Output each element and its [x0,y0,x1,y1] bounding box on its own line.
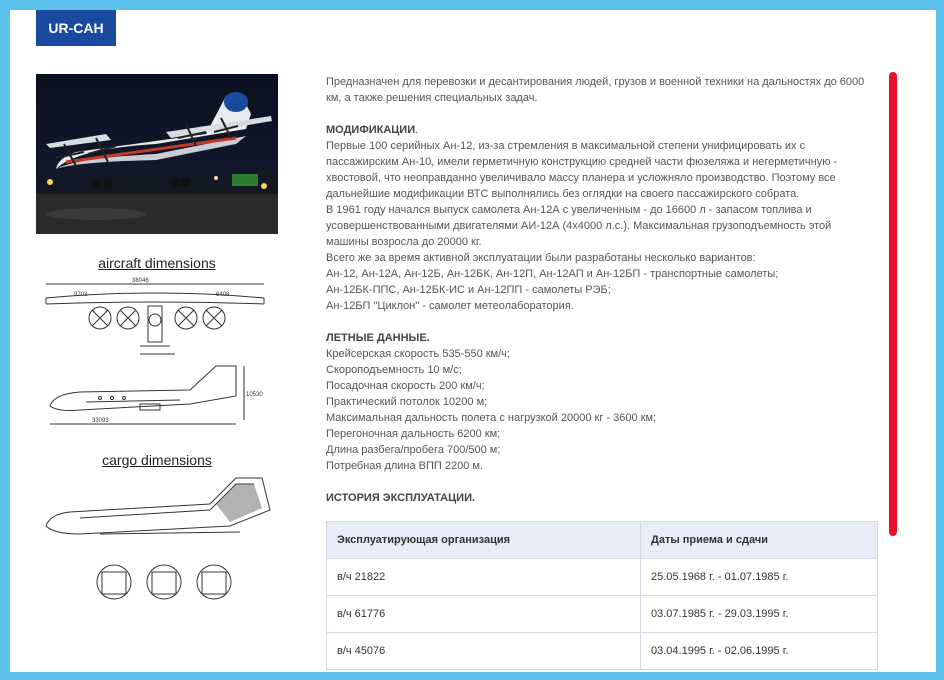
modifications-line: Ан-12, Ан-12А, Ан-12Б, Ан-12БК, Ан-12П, Ан-12АП и Ан-12БП - транспортные самолеты; [326,268,779,280]
aircraft-side-view-drawing [40,360,272,432]
modifications-line: усовершенствованными двигателями АИ-12А (4х4000 л.с.). Максимальная грузоподъемность этой [326,220,832,232]
table-row [327,559,878,596]
modifications-line: Ан-12БК-ППС, Ан-12БК-ИС и Ан-12ПП - самолеты РЭБ; [326,284,611,296]
modifications-line: дальнейшие модификации ВТС выполнялись без оглядки на своего пассажирского собрата. [326,188,800,200]
page-frame [10,10,936,672]
table-cell-dates: 03.07.1985 г. - 29.03.1995 г. [641,596,878,633]
registration-tag: UR-CAH [36,10,116,46]
flight-data-list [326,346,866,474]
modifications-line: Всего же за время активной эксплуатации были разработаны несколько вариантов: [326,252,756,264]
height-label: 10530 [246,392,263,398]
description-content: Предназначен для перевозки и десантирования людей, грузов и военной техники на дальностях до 6000 км, а также решения специальных задач. МОДИФИКАЦИИ. Первые 100 серийных Ан-12, из-за стремления в максимальной степени унифицировать их с пассажирским Ан-10, имели герметичную конструкцию средней части фюзеляжа и негерметичную - хвостовой, что неоправданно увеличивало массу планера и усложняло производство. Поэтому все дальнейшие модификации ВТС выполнялись без оглядки на своего пассажирского собрата. В 1961 году начался выпуск самолета Ан-12А с увеличенным - до 16600 л - запасом топлива и усовершенствованными двигателями АИ-12А (4х4000 л.с.). Максимальная грузоподъемность этой машины возросла до 20000 кг. Всего же за время активной эксплуатации были разработаны несколько вариантов: Ан-12, Ан-12А, Ан-12Б, Ан-12БК, Ан-12П, Ан-12АП и Ан-12БП - транспортные самолеты; Ан-12БК-ППС, Ан-12БК-ИС и Ан-12ПП - самолеты РЭБ; Ан-12БП "Циклон" - самолет метеолаборатория. ЛЕТНЫЕ ДАННЫЕ. Крейсерская скорость 535-550 км/ч; Скороподъемность 10 м/с; Посадочная скорость 200 км/ч; Практический потолок 10200 м; Максимальная дальность полета с нагрузкой 20000 кг - 3600 км; Перегоночная дальность 6200 км; Длина разбега/пробега 700/500 м; Потребная длина ВПП 2200 м. ИСТОРИЯ ЭКСПЛУАТАЦИИ. [326,76,865,504]
flight-data-item: Максимальная дальность полета с нагрузкой 20000 кг - 3600 км; [326,412,657,424]
table-header-row [327,522,878,559]
flight-data-item: Перегоночная дальность 6200 км; [326,428,501,440]
cargo-dimensions-link[interactable]: cargo dimensions [102,452,212,468]
modifications-line: Ан-12БП "Циклон" - самолет метеолаборатория. [326,300,574,312]
modifications-heading: МОДИФИКАЦИИ [326,124,416,136]
table-cell-organization: в/ч 61776 [327,596,641,633]
table-row [327,633,878,670]
flight-data-item: Потребная длина ВПП 2200 м. [326,460,484,472]
intro-text: Предназначен для перевозки и десантирования людей, грузов и военной техники на дальностях до 6000 км, а также решения специальных задач. [326,76,865,104]
modifications-text [326,138,866,314]
flight-data-item: Скороподъемность 10 м/с; [326,364,462,376]
scrollbar[interactable] [889,72,897,536]
flight-data-item: Крейсерская скорость 535-550 км/ч; [326,348,510,360]
operators-table [326,521,878,670]
column-header-dates: Даты приема и сдачи [641,522,878,559]
cargo-side-drawing [40,474,272,552]
modifications-line: пассажирским Ан-10, имели герметичную конструкцию средней части фюзеляжа и негерметичную - [326,156,838,168]
length-label: 33093 [92,418,109,424]
dim-label-b: 6408 [216,292,230,298]
modifications-line: хвостовой, что неоправданно увеличивало массу планера и усложняло производство. Поэтому все [326,172,836,184]
flight-data-item: Посадочная скорость 200 км/ч; [326,380,485,392]
table-cell-organization: в/ч 45076 [327,633,641,670]
flight-data-heading: ЛЕТНЫЕ ДАННЫЕ. [326,332,430,344]
table-cell-dates: 25.05.1968 г. - 01.07.1985 г. [641,559,878,596]
table-cell-organization: в/ч 21822 [327,559,641,596]
table-row [327,596,878,633]
span-label: 38046 [132,278,149,284]
modifications-line: Первые 100 серийных Ан-12, из-за стремления в максимальной степени унифицировать их с [326,140,806,152]
flight-data-item: Практический потолок 10200 м; [326,396,488,408]
cargo-cross-sections-drawing [90,562,240,604]
aircraft-photo [36,74,278,234]
dim-label-a: 9703 [74,292,88,298]
history-heading: ИСТОРИЯ ЭКСПЛУАТАЦИИ. [326,492,476,504]
aircraft-top-view-drawing [40,276,270,360]
aircraft-dimensions-link[interactable]: aircraft dimensions [98,255,216,271]
table-cell-dates: 03.04.1995 г. - 02.06.1995 г. [641,633,878,670]
column-header-organization: Эксплуатирующая организация [327,522,641,559]
modifications-line: В 1961 году начался выпуск самолета Ан-12А с увеличенным - до 16600 л - запасом топлива и [326,204,812,216]
modifications-line: машины возросла до 20000 кг. [326,236,482,248]
flight-data-item: Длина разбега/пробега 700/500 м; [326,444,501,456]
aircraft-photo-image [36,74,278,234]
